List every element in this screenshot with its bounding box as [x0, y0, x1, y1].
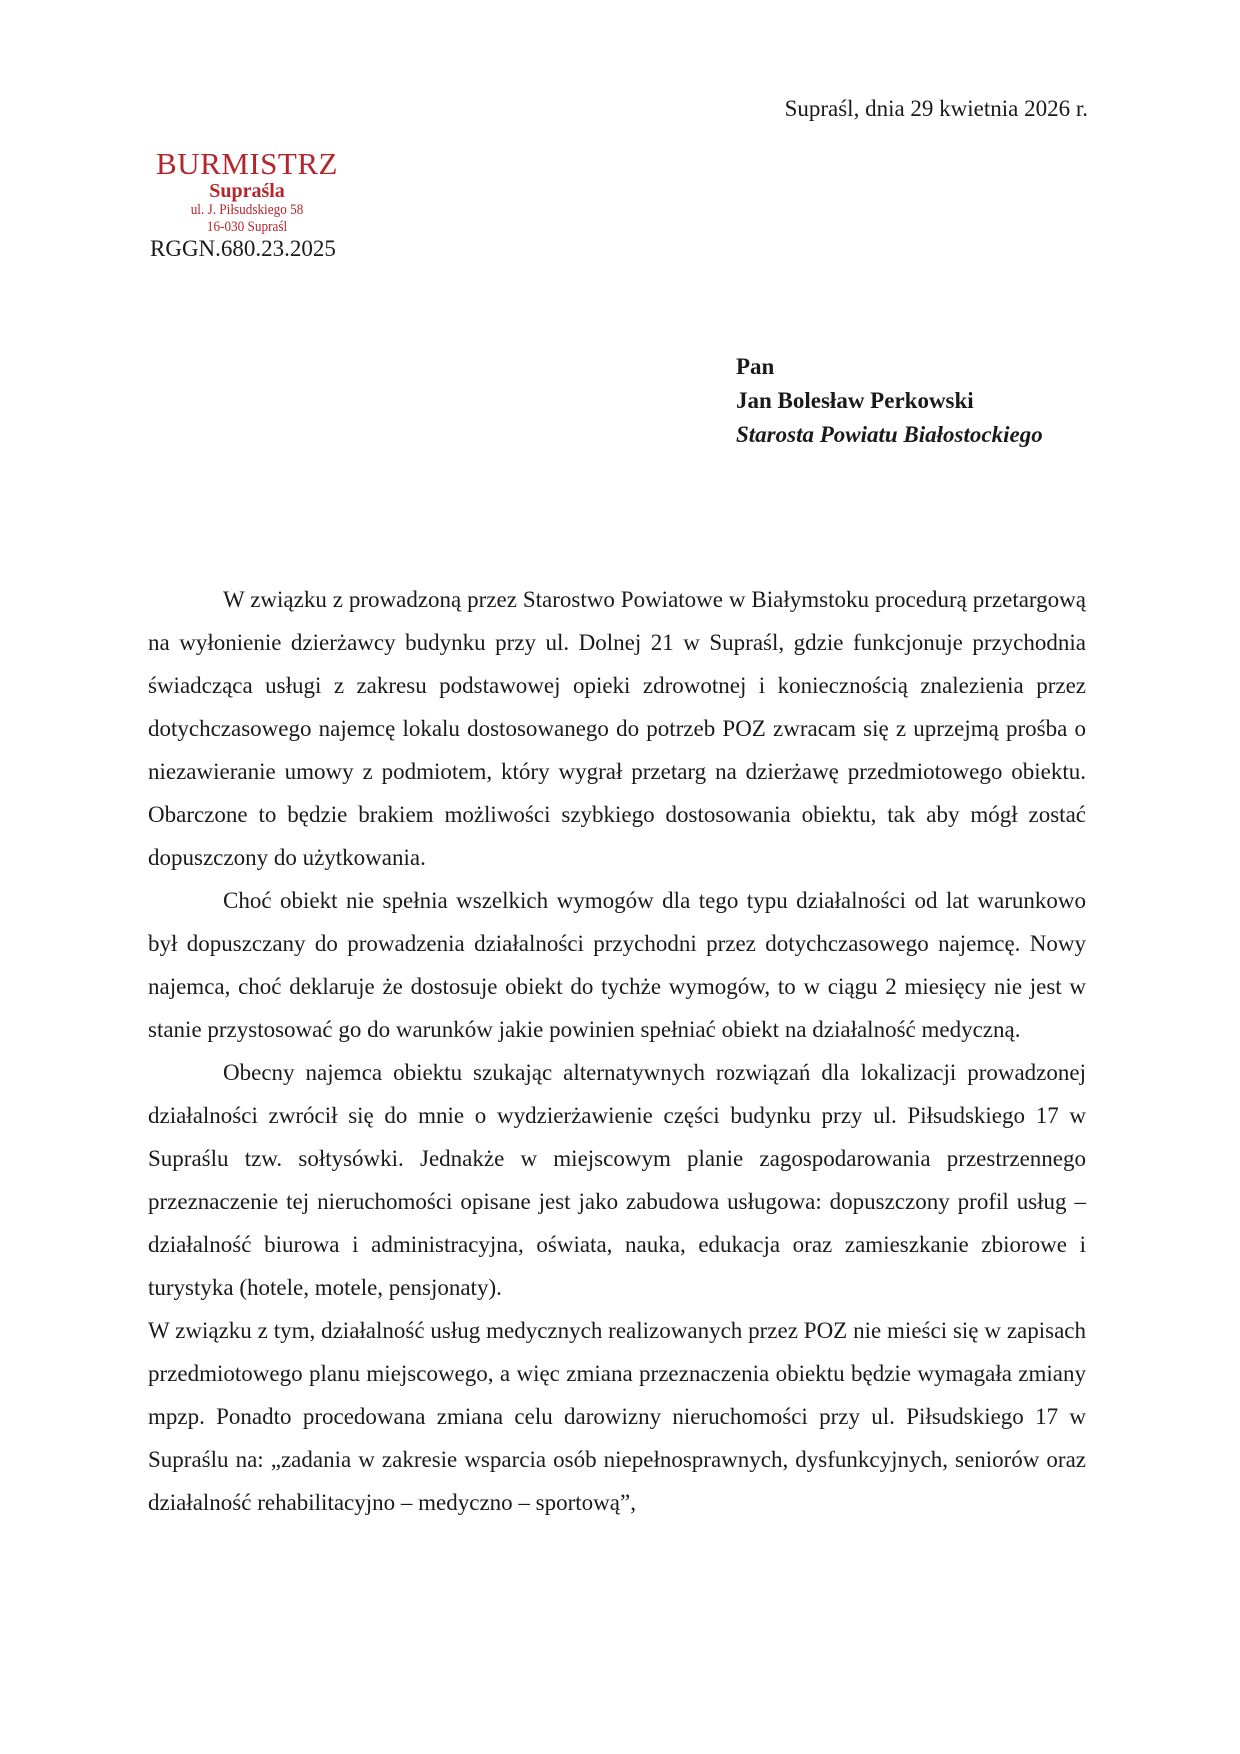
reference-number: RGGN.680.23.2025	[150, 236, 336, 261]
stamp-title: BURMISTRZ	[156, 146, 338, 181]
letter-body	[148, 578, 1086, 1524]
stamp-address-line2: 16-030 Supraśl	[206, 219, 288, 235]
recipient-block	[736, 350, 1043, 452]
official-stamp	[152, 148, 342, 235]
body-paragraph-1: W związku z prowadzoną przez Starostwo Powiatowe w Białymstoku procedurą przetargową na wyłonienie dzierżawcy budynku przy ul. Dolnej 21 w Supraśl, gdzie funkcjonuje przychodnia świadcząca usługi z zakresu podstawowej opieki zdrowotnej i koniecznością znalezienia przez dotychczasowego najemcę lokalu dostosowanego do potrzeb POZ zwracam się z uprzejmą prośba o niezawieranie umowy z podmiotem, który wygrał przetarg na dzierżawę przedmiotowego obiektu. Obarczone to będzie brakiem możliwości szybkiego dostosowania obiektu, tak aby mógł zostać dopuszczony do użytkowania.	[148, 587, 1086, 870]
recipient-role: Starosta Powiatu Białostockiego	[736, 422, 1043, 447]
body-paragraph-3: Obecny najemca obiektu szukając alternatywnych rozwiązań dla lokalizacji prowadzonej działalności zwrócił się do mnie o wydzierżawienie części budynku przy ul. Piłsudskiego 17 w Supraślu tzw. sołtysówki. Jednakże w miejscowym planie zagospodarowania przestrzennego przeznaczenie tej nieruchomości opisane jest jako zabudowa usługowa: dopuszczony profil usług – działalność biurowa i administracyjna, oświata, nauka, edukacja oraz zamieszkanie zbiorowe i turystyka (hotele, motele, pensjonaty).	[148, 1060, 1086, 1300]
letter-date: Supraśl, dnia 29 kwietnia 2026 r.	[784, 96, 1088, 121]
body-paragraph-2: Choć obiekt nie spełnia wszelkich wymogów dla tego typu działalności od lat warunkowo był dopuszczany do prowadzenia działalności przychodni przez dotychczasowego najemcę. Nowy najemca, choć deklaruje że dostosuje obiekt do tychże wymogów, to w ciągu 2 miesięcy nie jest w stanie przystosować go do warunków jakie powinien spełniać obiekt na działalność medyczną.	[148, 888, 1086, 1042]
body-paragraph-4: W związku z tym, działalność usług medycznych realizowanych przez POZ nie mieści się w zapisach przedmiotowego planu miejscowego, a więc zmiana przeznaczenia obiektu będzie wymagała zmiany mpzp. Ponadto procedowana zmiana celu darowizny nieruchomości przy ul. Piłsudskiego 17 w Supraślu na: „zadania w zakresie wsparcia osób niepełnosprawnych, dysfunkcyjnych, seniorów oraz działalność rehabilitacyjno – medyczno – sportową”,	[148, 1318, 1086, 1515]
stamp-address-line1: ul. J. Piłsudskiego 58	[190, 202, 304, 218]
recipient-name: Jan Bolesław Perkowski	[736, 388, 974, 413]
stamp-city: Supraśla	[209, 180, 285, 202]
recipient-salutation: Pan	[736, 354, 775, 379]
